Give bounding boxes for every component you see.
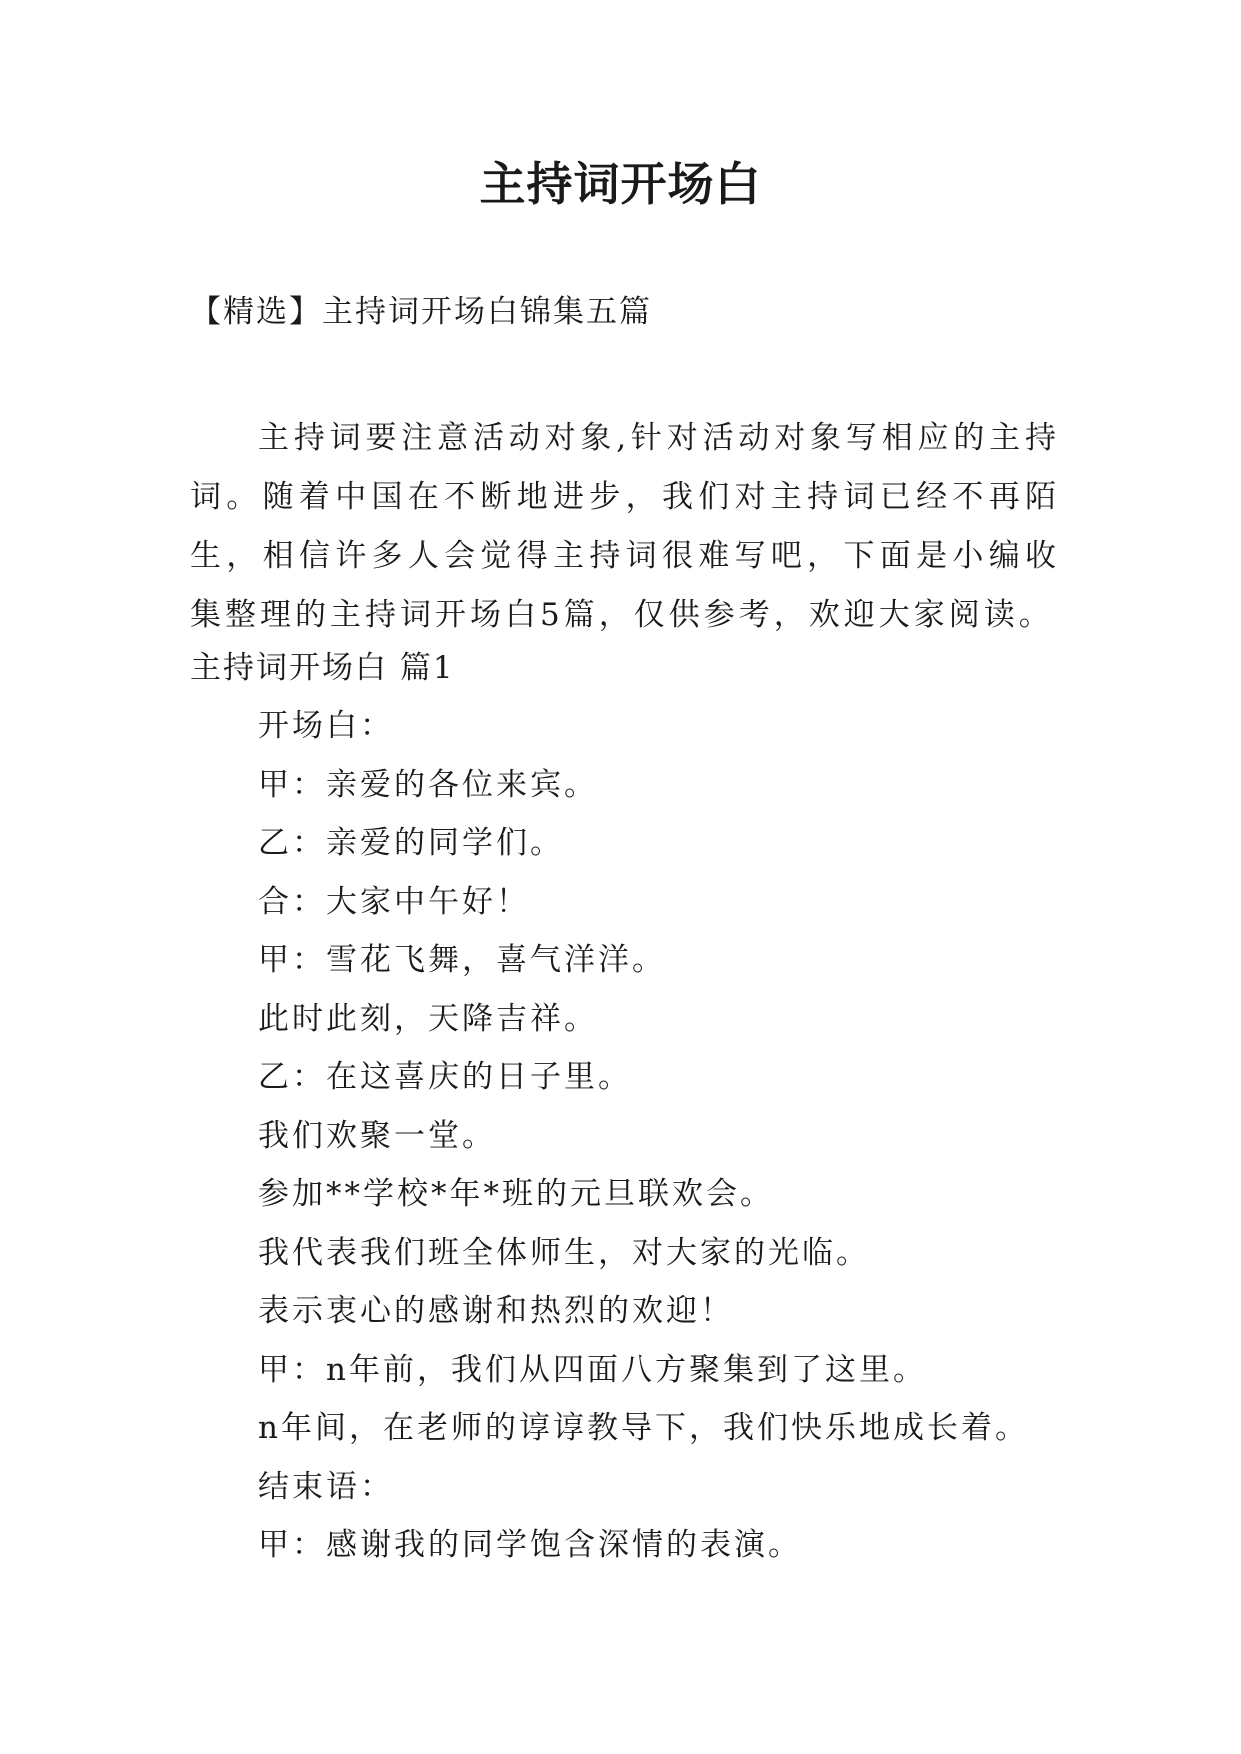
script-line: 此时此刻，天降吉祥。 [258, 1000, 598, 1037]
script-line: 我们欢聚一堂。 [258, 1117, 496, 1154]
script-line: 甲：感谢我的同学饱含深情的表演。 [258, 1527, 802, 1563]
script-line: 开场白： [258, 708, 394, 744]
script-line: 参加**学校*年*班的元旦联欢会。 [258, 1176, 774, 1212]
script-line: n年间，在老师的谆谆教导下，我们快乐地成长着。 [258, 1410, 1029, 1446]
script-line: 甲：n年前，我们从四面八方聚集到了这里。 [258, 1351, 927, 1388]
page-title: 主持词开场白 [479, 157, 762, 211]
script-line: 合：大家中午好！ [258, 883, 530, 920]
intro-paragraph: 主持词要注意活动对象,针对活动对象写相应的主持词。随着中国在不断地进步，我们对主持词已经不再陌生，相信许多人会觉得主持词很难写吧，下面是小编收集整理的主持词开场白5篇，仅供参考，欢迎大家阅读。 [190, 420, 1060, 633]
script-line: 乙：在这喜庆的日子里。 [258, 1059, 632, 1095]
script-lines [258, 706, 1029, 1584]
section-heading: 主持词开场白 篇1 [190, 650, 455, 686]
script-line: 乙：亲爱的同学们。 [258, 825, 564, 861]
script-line: 甲：亲爱的各位来宾。 [258, 766, 598, 803]
script-line: 表示衷心的感谢和热烈的欢迎！ [258, 1293, 734, 1329]
document-subtitle: 【精选】主持词开场白锦集五篇 [190, 294, 652, 330]
script-line: 我代表我们班全体师生，对大家的光临。 [258, 1234, 870, 1271]
script-line: 结束语： [258, 1468, 394, 1505]
script-line: 甲：雪花飞舞，喜气洋洋。 [258, 942, 666, 978]
